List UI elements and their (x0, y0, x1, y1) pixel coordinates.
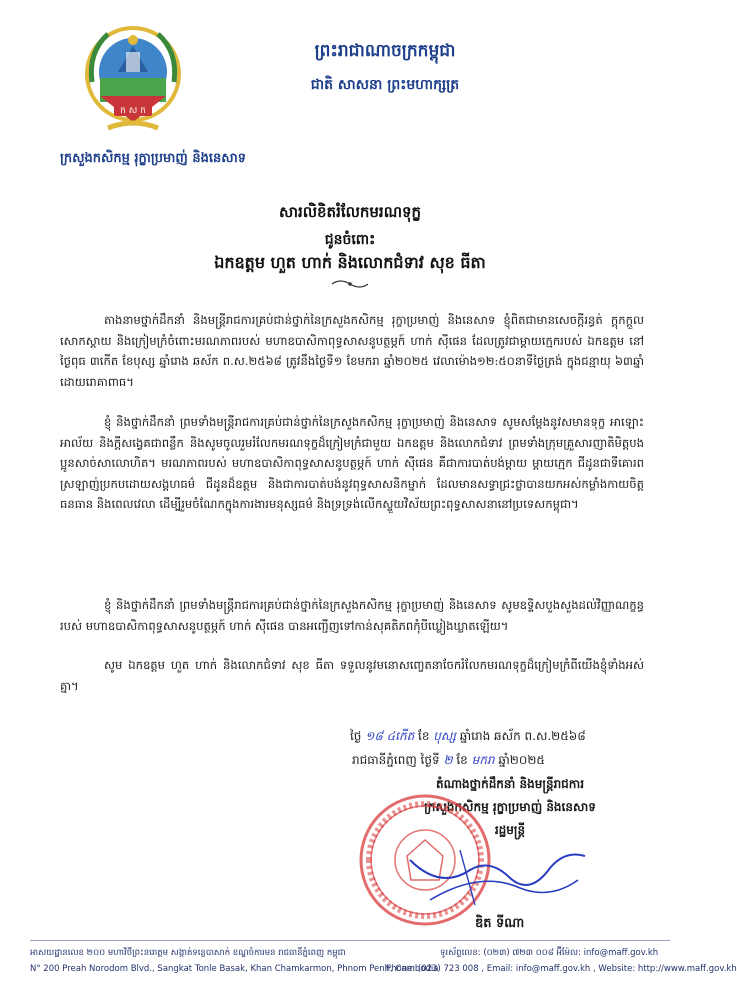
signatory-name: ឌិត ទីណា (475, 916, 525, 931)
solar-date-line (352, 752, 545, 770)
letter-title: សារលិខិតរំលែកមរណទុក្ខ (278, 203, 422, 221)
national-motto: ជាតិ សាសនា ព្រះមហាក្សត្រ (310, 77, 460, 93)
ministry-name: ក្រសួងកសិកម្ម រុក្ខាប្រមាញ់ និងនេសាទ (60, 151, 246, 166)
lunar-year: ឆ្នាំរោង ឆស័ក ព.ស.២៥៦៨ (459, 729, 586, 743)
title-ornament-icon (330, 277, 370, 291)
ministry-emblem-icon (78, 22, 188, 140)
lunar-month-handwritten: បុស្ស (433, 729, 456, 743)
body-paragraph-2: ខ្ញុំ និងថ្នាក់ដឹកនាំ ព្រមទាំងមន្ត្រីរាជការគ្រប់ជាន់ថ្នាក់នៃក្រសួងកសិកម្ម រុក្ខាប្រមាញ់ និងនេសាទ សូមសម្តែងនូវសមានទុក្ខ អាឡោះអាល័យ និងក្តីសង្វេគជាពន្លឹក និងសូមចូលរួមរំលែកមរណទុក្ខដ៏ក្រៀមក្រំជាមួយ ឯកឧត្តម និងលោកជំទាវ ព្រមទាំងក្រុមគ្រួសារញាតិមិត្តបងប្អូនសាច់សាលោហិត។ មរណភាពរបស់ មហាឧបាសិកាពុទ្ធសាសនូបត្ថម្ភក៍ ហាក់ ស៊ីផេន គឺជាការបាត់បង់ម្តាយ ម្តាយក្មេក ជីដូនជាទីគោរពស្រឡាញ់ប្រកបដោយសង្គហធម៌ ជីដូនដ៏ឧត្តម និងជាការបាត់បង់នូវពុទ្ធសាសនិកម្នាក់ ដែលមានសទ្ធាជ្រះថ្លាបានយកអស់កម្លាំងកាយចិត្ត ធនធាន និងពេលវេលា ដើម្បីរួមចំណែកក្នុងការងារមនុស្សធម៌ និងទ្រទ្រង់លើកស្ទួយវិស័យព្រះពុទ្ធសាសនានៅប្រទេសកម្ពុជា។ (60, 415, 644, 511)
footer-contact-khmer: ទូរស័ព្ទលេខ: (០២៣) ៧២៣ ០០៨ អ៊ីម៉ែល: info@maff.gov.kh (440, 948, 659, 958)
day-handwritten: ២ (443, 753, 453, 767)
body-paragraph-3: ខ្ញុំ និងថ្នាក់ដឹកនាំ ព្រមទាំងមន្ត្រីរាជការគ្រប់ជាន់ថ្នាក់នៃក្រសួងកសិកម្ម រុក្ខាប្រមាញ់ និងនេសាទ សូមឧទ្ទិសបួងសួងដល់វិញ្ញាណក្ខន្ធរបស់ មហាឧបាសិកាពុទ្ធសាសនូបត្ថម្ភក៍ ហាក់ ស៊ីផេន បានអញ្ជើញទៅកាន់សុគតិភពកុំបីឃ្លៀងឃ្លាតឡើយ។ (60, 598, 644, 633)
lunar-date-prefix: ថ្ងៃ (350, 729, 362, 743)
footer-address-khmer: អាសយដ្ឋានលេខ ២០០ មហាវិថីព្រះនរោត្តម សង្កាត់ទន្លេបាសាក់ ខណ្ឌចំការមន រាជធានីភ្នំពេញ កម្ពុជា (30, 948, 346, 958)
footer-contact-english: Phone: (023) 723 008 , Email: info@maff.gov.kh , Website: http://www.maff.gov.kh (386, 964, 737, 974)
footer-divider (30, 940, 670, 941)
body-paragraph-4: សូម ឯកឧត្តម ហួត ហាក់ និងលោកជំទាវ សុខ ធីតា ទទួលនូវមនោសញ្ចេតនាចែករំលែកមរណទុក្ខដ៏ក្រៀមក្រំពីយើងខ្ញុំទាំងអស់គ្នា។ (60, 658, 644, 693)
letter-addressed-to: ជូនចំពោះ (324, 232, 376, 248)
signature-role-line-1: តំណាងថ្នាក់ដឹកនាំ និងមន្ត្រីរាជការ (435, 777, 585, 791)
lunar-day-handwritten: ១៨ ៤កើត (365, 729, 415, 743)
lunar-date-line (350, 728, 586, 746)
city-date-prefix: រាជធានីភ្នំពេញ ថ្ងៃទី (352, 753, 440, 767)
month-handwritten: មករា (471, 753, 495, 767)
emblem-text: ក ស ក (120, 106, 146, 116)
footer-address-english: N° 200 Preah Norodom Blvd., Sangkat Tonle Basak, Khan Chamkarmon, Phnom Penh, Cambodia (30, 964, 439, 974)
body-paragraph-1: តាងនាមថ្នាក់ដឹកនាំ និងមន្ត្រីរាជការគ្រប់ជាន់ថ្នាក់នៃក្រសួងកសិកម្ម រុក្ខាប្រមាញ់ និងនេសាទ ខ្ញុំពិតជាមានសេចក្តីរន្ធត់ ក្តុកក្តួល សោកស្តាយ និងក្រៀមក្រំចំពោះមរណភាពរបស់ មហាឧបាសិកាពុទ្ធសាសនូបត្ថម្ភក៍ ហាក់ ស៊ីផេន ដែលត្រូវជាម្តាយក្មេករបស់ ឯកឧត្តម នៅថ្ងៃពុធ ៣កើត ខែបុស្ស ឆ្នាំរោង ឆស័ក ព.ស.២៥៦៨ ត្រូវនឹងថ្ងៃទី១ ខែមករា ឆ្នាំ២០២៥ វេលាម៉ោង១២:៥០នាទីថ្ងៃត្រង់ ក្នុងជន្មាយុ ៦៣ឆ្នាំ ដោយរោគាពាធ។ (60, 313, 644, 389)
solar-year: ឆ្នាំ២០២៥ (498, 753, 545, 767)
letter-recipients: ឯកឧត្តម ហួត ហាក់ និងលោកជំទាវ សុខ ធីតា (214, 253, 486, 272)
kingdom-heading (265, 40, 505, 96)
handwritten-signature-icon (400, 830, 600, 920)
kingdom-name: ព្រះរាជាណាចក្រកម្ពុជា (314, 41, 456, 61)
month-label: ខែ (456, 753, 468, 767)
lunar-month-label: ខែ (418, 729, 430, 743)
signature-role-line-3: រដ្ឋមន្ត្រី (494, 823, 526, 837)
signature-role-line-2: ក្រសួងកសិកម្ម រុក្ខាប្រមាញ់ និងនេសាទ (424, 800, 596, 814)
